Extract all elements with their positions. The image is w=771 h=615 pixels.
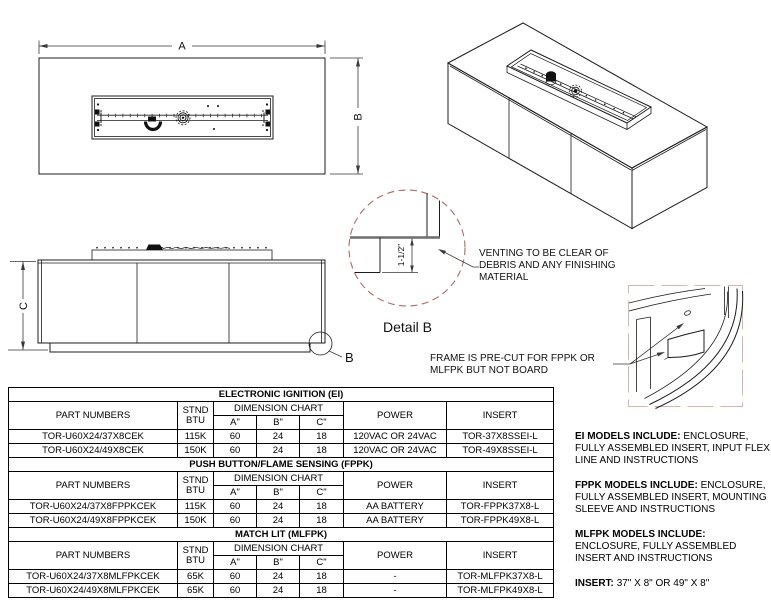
note-insert-text: 37" X 8" OR 49" X 8" — [616, 578, 710, 589]
table-row — [9, 514, 554, 528]
frame-detail-boundary — [629, 286, 743, 407]
table-cell: TOR-U60X24/37X8MLFPKCEK — [9, 570, 178, 584]
isometric-view-drawing — [448, 23, 707, 229]
table-cell: 24 — [257, 584, 300, 598]
frame-note-line2: MLFPK BUT NOT BOARD — [430, 365, 548, 376]
table-cell: TOR-FPPK37X8-L — [447, 500, 554, 514]
table-cell: 150K — [178, 444, 214, 458]
ignitor-valve — [176, 111, 190, 125]
col-header-btu: BTU — [186, 484, 205, 496]
col-header-stnd: STND — [182, 474, 209, 486]
front-base — [50, 343, 310, 352]
table-cell: 120VAC OR 24VAC — [344, 430, 447, 444]
table-row — [9, 570, 554, 584]
table-cell: 60 — [214, 570, 257, 584]
table-cell: 60 — [214, 500, 257, 514]
table-cell: 115K — [178, 430, 214, 444]
table-row — [9, 500, 554, 514]
col-header-stnd-btu — [178, 402, 214, 430]
col-header-b: B" — [257, 556, 300, 570]
col-header-power: POWER — [344, 542, 447, 570]
table-cell: AA BATTERY — [344, 500, 447, 514]
venting-note-line3: MATERIAL — [479, 272, 529, 283]
col-header-power: POWER — [344, 402, 447, 430]
table-cell: TOR-FPPK49X8-L — [447, 514, 554, 528]
detail-b-drawing — [349, 190, 479, 335]
table-cell: 65K — [178, 584, 214, 598]
table-cell: AA BATTERY — [344, 514, 447, 528]
spec-table-mlfpk — [8, 527, 554, 598]
table-row — [9, 444, 554, 458]
spec-table-ei — [8, 387, 554, 458]
col-header-power: POWER — [344, 472, 447, 500]
table-cell: 65K — [178, 570, 214, 584]
table-cell: TOR-U60X24/49X8MLFPKCEK — [9, 584, 178, 598]
note-mlfpk-models — [575, 529, 771, 565]
col-header-btu: BTU — [186, 414, 205, 426]
note-ei-models — [575, 431, 771, 467]
col-header-stnd-btu — [178, 542, 214, 570]
model-notes — [575, 424, 771, 603]
table-cell: TOR-MLFPK37X8-L — [447, 570, 554, 584]
col-header-a: A" — [214, 556, 257, 570]
col-header-dimension-chart: DIMENSION CHART — [214, 402, 344, 416]
col-header-a: A" — [214, 486, 257, 500]
col-header-b: B" — [257, 486, 300, 500]
col-header-stnd-btu — [178, 472, 214, 500]
table-cell: 60 — [214, 514, 257, 528]
venting-note — [479, 248, 616, 283]
table-cell: 24 — [257, 514, 300, 528]
detail-b-boundary-circle — [349, 190, 465, 306]
iso-top-face — [448, 23, 707, 168]
table-cell: TOR-U60X24/49X8CEK — [9, 444, 178, 458]
table-title-mlfpk: MATCH LIT (MLFPK) — [9, 528, 554, 542]
table-cell: 115K — [178, 500, 214, 514]
note-fppk-text: ENCLOSURE, FULLY ASSEMBLED INSERT, MOUNTING SLEEVE AND INSTRUCTIONS — [575, 480, 767, 515]
top-view-enclosure — [39, 58, 325, 174]
frame-note — [430, 323, 684, 376]
col-header-stnd: STND — [182, 404, 209, 416]
col-header-part-numbers: PART NUMBERS — [9, 472, 178, 500]
table-cell: 18 — [300, 430, 344, 444]
table-title-ei: ELECTRONIC IGNITION (EI) — [9, 388, 554, 402]
col-header-insert: INSERT — [447, 402, 554, 430]
pilot-assembly — [146, 117, 161, 130]
precut-slot — [684, 310, 691, 316]
note-fppk-models — [575, 480, 771, 516]
table-cell: TOR-MLFPK49X8-L — [447, 584, 554, 598]
table-cell: TOR-49X8SSEI-L — [447, 444, 554, 458]
table-cell: 18 — [300, 514, 344, 528]
col-header-a: A" — [214, 416, 257, 430]
table-cell: 18 — [300, 584, 344, 598]
precut-opening — [668, 330, 704, 358]
table-cell: 120VAC OR 24VAC — [344, 444, 447, 458]
note-ei-label: EI MODELS INCLUDE: — [575, 431, 681, 442]
table-cell: - — [344, 584, 447, 598]
note-fppk-label: FPPK MODELS INCLUDE: — [575, 480, 698, 491]
table-cell: TOR-37X8SSEI-L — [447, 430, 554, 444]
iso-right-face — [632, 127, 707, 229]
note-mlfpk-label: MLFPK MODELS INCLUDE: — [575, 529, 706, 540]
front-pilot — [146, 245, 163, 251]
table-title-fppk: PUSH BUTTON/FLAME SENSING (FPPK) — [9, 458, 554, 472]
front-enclosure — [38, 260, 325, 343]
col-header-stnd: STND — [182, 544, 209, 556]
detail-b-title: Detail B — [383, 319, 433, 335]
col-header-c: C" — [300, 416, 344, 430]
iso-burner-tray — [507, 50, 651, 130]
top-view-drawing — [39, 41, 365, 175]
table-cell: 24 — [257, 444, 300, 458]
col-header-part-numbers: PART NUMBERS — [9, 402, 178, 430]
front-tray — [92, 250, 272, 260]
detail-b-callout-label: B — [345, 350, 354, 365]
note-mlfpk-text: ENCLOSURE, FULLY ASSEMBLED INSERT AND INSTRUCTIONS — [575, 541, 737, 564]
venting-note-line2: DEBRIS AND ANY FINISHING — [479, 260, 616, 271]
venting-note-line1: VENTING TO BE CLEAR OF — [479, 248, 609, 259]
table-cell: TOR-U60X24/49X8FPPKCEK — [9, 514, 178, 528]
col-header-dimension-chart: DIMENSION CHART — [214, 542, 344, 556]
col-header-insert: INSERT — [447, 542, 554, 570]
col-header-dimension-chart: DIMENSION CHART — [214, 472, 344, 486]
table-cell: 18 — [300, 444, 344, 458]
note-insert-sizes — [575, 578, 771, 590]
table-cell: 24 — [257, 430, 300, 444]
col-header-insert: INSERT — [447, 472, 554, 500]
table-cell: TOR-U60X24/37X8CEK — [9, 430, 178, 444]
table-row — [9, 584, 554, 598]
table-cell: 150K — [178, 514, 214, 528]
col-header-btu: BTU — [186, 554, 205, 566]
spec-tables — [8, 387, 554, 598]
table-cell: 24 — [257, 500, 300, 514]
table-cell: 60 — [214, 430, 257, 444]
dim-a-label: A — [178, 40, 186, 53]
table-cell: 60 — [214, 584, 257, 598]
dim-b-label: B — [352, 113, 365, 121]
frame-detail-drawing — [629, 286, 743, 409]
table-cell: TOR-U60X24/37X8FPPKCEK — [9, 500, 178, 514]
col-header-c: C" — [300, 486, 344, 500]
vent-gap-dimension: 1-1/2" — [396, 243, 406, 267]
table-cell: 60 — [214, 444, 257, 458]
table-cell: 18 — [300, 570, 344, 584]
col-header-c: C" — [300, 556, 344, 570]
table-row — [9, 430, 554, 444]
table-cell: 24 — [257, 570, 300, 584]
dim-c-label: C — [18, 302, 30, 310]
spec-table-fppk — [8, 457, 554, 528]
table-cell: - — [344, 570, 447, 584]
table-cell: 18 — [300, 500, 344, 514]
col-header-part-numbers: PART NUMBERS — [9, 542, 178, 570]
front-view-drawing — [8, 245, 354, 366]
col-header-b: B" — [257, 416, 300, 430]
note-ei-text: ENCLOSURE, FULLY ASSEMBLED INSERT, INPUT FLEX LINE AND INSTRUCTIONS — [575, 431, 770, 466]
frame-note-line1: FRAME IS PRE-CUT FOR FPPK OR — [430, 353, 595, 364]
note-insert-label: INSERT: — [575, 578, 614, 589]
